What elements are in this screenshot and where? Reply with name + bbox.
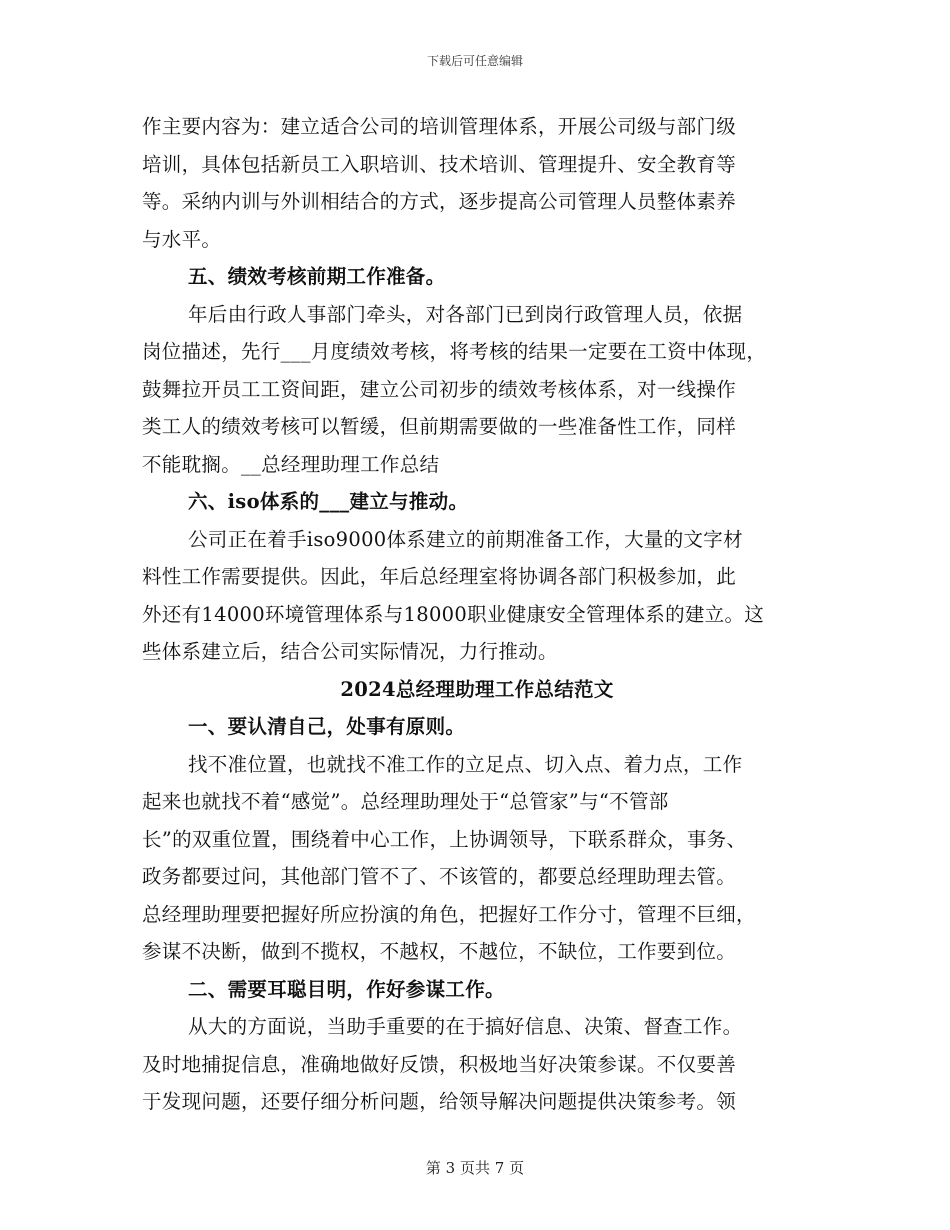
document-body: [142, 108, 812, 1121]
paragraph-line: 作主要内容为：建立适合公司的培训管理体系，开展公司级与部门级: [142, 115, 737, 138]
paragraph-line: 与水平。: [142, 227, 222, 251]
section-heading: 六、iso体系的___建立与推动。: [188, 490, 469, 513]
paragraph-line: 参谋不决断，做到不揽权，不越权，不越位，不缺位，工作要到位。: [142, 940, 737, 963]
paragraph-line: 些体系建立后，结合公司实际情况，力行推动。: [142, 640, 558, 663]
paragraph-line: 长”的双重位置，围绕着中心工作，上协调领导，下联系群众，事务、: [142, 827, 747, 851]
paragraph-line: 鼓舞拉开员工工资间距，建立公司初步的绩效考核体系，对一线操作: [142, 377, 737, 401]
section-heading: 一、要认清自己，处事有原则。: [188, 715, 466, 738]
paragraph-line: 从大的方面说，当助手重要的在于搞好信息、决策、督查工作。: [188, 1015, 743, 1038]
paragraph-line: 等。采纳内训与外训相结合的方式，逐步提高公司管理人员整体素养: [142, 190, 737, 213]
paragraph-line: 类工人的绩效考核可以暂缓，但前期需要做的一些准备性工作，同样: [142, 415, 737, 438]
paragraph-line: 于发现问题，还要仔细分析问题，给领导解决问题提供决策参考。领: [142, 1090, 737, 1113]
paragraph-line: 岗位描述，先行___月度绩效考核，将考核的结果一定要在工资中体现，: [142, 340, 767, 363]
page-number: 第 3 页共 7 页: [425, 1159, 525, 1177]
paragraph-line: 总经理助理要把握好所应扮演的角色，把握好工作分寸，管理不巨细，: [142, 902, 756, 926]
paragraph-line: 政务都要过问，其他部门管不了、不该管的，都要总经理助理去管。: [142, 865, 737, 888]
paragraph-line: 培训，具体包括新员工入职培训、技术培训、管理提升、安全教育等: [142, 152, 737, 176]
paragraph-line: 公司正在着手iso9000体系建立的前期准备工作，大量的文字材: [188, 527, 743, 551]
paragraph-line: 及时地捕捉信息，准确地做好反馈，积极地当好决策参谋。不仅要善: [142, 1052, 737, 1076]
section-heading: 二、需要耳聪目明，作好参谋工作。: [188, 977, 505, 1001]
section-heading: 五、绩效考核前期工作准备。: [188, 265, 446, 288]
paragraph-line: 找不准位置，也就找不准工作的立足点、切入点、着力点，工作: [188, 752, 743, 776]
paragraph-line: 起来也就找不着“感觉”。总经理助理处于“总管家”与“不管部: [142, 790, 669, 813]
document-title: 2024总经理助理工作总结范文: [340, 677, 614, 701]
paragraph-line: 不能耽搁。__总经理助理工作总结: [142, 452, 440, 476]
paragraph-line: 料性工作需要提供。因此，年后总经理室将协调各部门积极参加，此: [142, 565, 737, 588]
page-header: 下载后可任意编辑: [426, 54, 523, 68]
paragraph-line: 年后由行政人事部门牵头，对各部门已到岗行政管理人员，依据: [188, 302, 743, 326]
paragraph-line: 外还有14000环境管理体系与18000职业健康安全管理体系的建立。这: [142, 602, 765, 626]
